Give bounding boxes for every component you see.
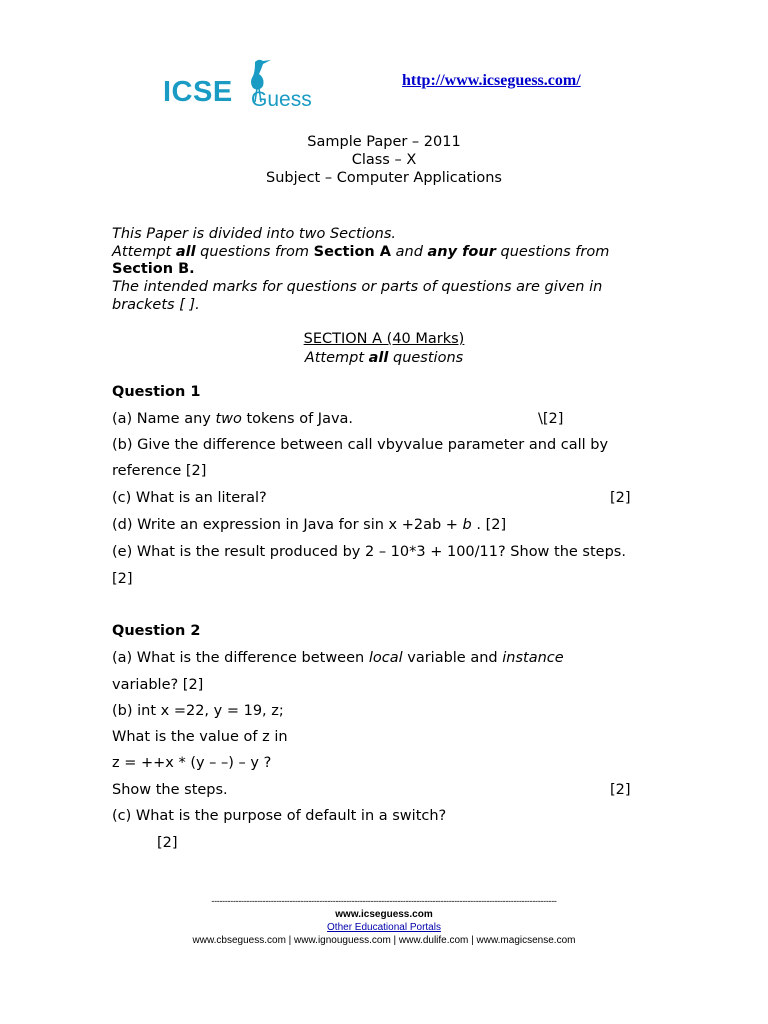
q2-part-b-marks: [2] — [610, 782, 631, 798]
footer-links[interactable]: www.cbseguess.com | www.ignouguess.com | www.dulife.com | www.magicsense.com — [192, 935, 576, 946]
icse-guess-logo — [163, 58, 323, 114]
q2-part-c-marks: [2] — [157, 835, 178, 851]
q1-part-b-line1: (b) Give the difference between call vbyvalue parameter and call by — [112, 437, 609, 453]
header-url-link[interactable]: http://www.icseguess.com/ — [402, 72, 581, 89]
footer-rule: -------------------------------------------------------------------------------------------------------------------------------- — [211, 896, 557, 906]
q1-part-d: (d) Write an expression in Java for sin x +2ab + b . [2] — [112, 517, 507, 533]
instruction-line-5: brackets [ ]. — [112, 297, 200, 313]
q2-part-a-line1: (a) What is the difference between local variable and instance — [112, 650, 564, 666]
question-1-heading: Question 1 — [112, 384, 201, 400]
question-2-heading: Question 2 — [112, 623, 201, 639]
section-a-subheading: Attempt all questions — [304, 350, 464, 366]
instruction-line-1: This Paper is divided into two Sections. — [112, 226, 396, 242]
q1-part-a: (a) Name any two tokens of Java. — [112, 411, 354, 427]
subject-title: Subject – Computer Applications — [266, 170, 502, 186]
q1-part-a-marks: \[2] — [538, 411, 564, 427]
instruction-line-3: Section B. — [112, 261, 195, 277]
q2-part-b-line2: What is the value of z in — [112, 729, 288, 745]
q1-part-e: (e) What is the result produced by 2 – 10*3 + 100/11? Show the steps. — [112, 544, 626, 560]
q2-part-b-line1: (b) int x =22, y = 19, z; — [112, 703, 284, 719]
instruction-line-4: The intended marks for questions or parts of questions are given in — [112, 279, 603, 295]
q2-part-c: (c) What is the purpose of default in a switch? — [112, 808, 447, 824]
q1-part-c: (c) What is an literal? — [112, 490, 267, 506]
q2-part-b-line4: Show the steps. — [112, 782, 228, 798]
q1-part-b-line2: reference [2] — [112, 463, 207, 479]
class-title: Class – X — [351, 152, 417, 168]
q1-part-e-marks: [2] — [112, 571, 133, 587]
q2-part-b-line3: z = ++x * (y – –) – y ? — [112, 755, 272, 771]
logo-guess-text: Guess — [251, 88, 312, 111]
footer-portals-link[interactable]: Other Educational Portals — [327, 922, 441, 933]
paper-title: Sample Paper – 2011 — [307, 134, 461, 150]
section-a-heading: SECTION A (40 Marks) — [303, 331, 465, 347]
logo-icse-text: ICSE — [163, 76, 233, 108]
footer-site: www.icseguess.com — [335, 909, 433, 920]
q1-part-c-marks: [2] — [610, 490, 631, 506]
q2-part-a-line2: variable? [2] — [112, 677, 204, 693]
instruction-line-2: Attempt all questions from Section A and any four questions from — [112, 244, 610, 260]
